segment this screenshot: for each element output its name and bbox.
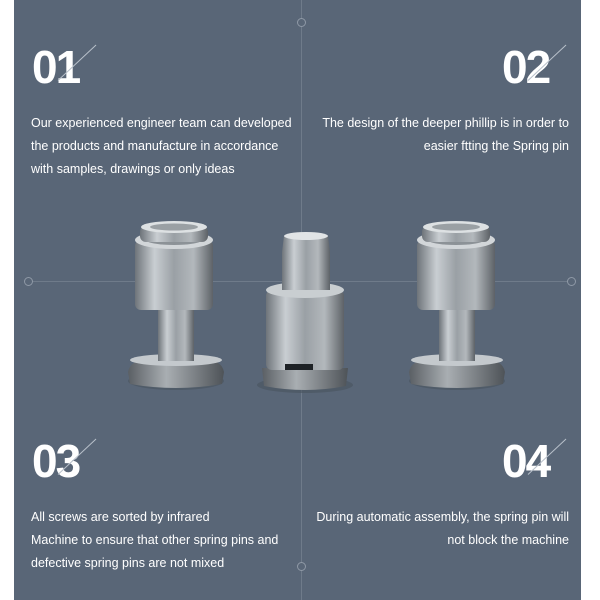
text-line: Machine to ensure that other spring pins and	[31, 533, 279, 547]
spring-pin-flat-head-icon	[409, 221, 505, 390]
text-line: easier ftting the Spring pin	[423, 139, 569, 153]
section-number: 02	[502, 41, 550, 93]
section-number: 01	[32, 41, 80, 93]
text-line: not block the machine	[447, 533, 569, 547]
text-line: Our experienced engineer team can developed	[31, 116, 292, 130]
text-line: All screws are sorted by infrared	[31, 510, 210, 524]
text-line: defective spring pins are not mixed	[31, 556, 225, 570]
text-line: The design of the deeper phillip is in order to	[322, 116, 569, 130]
text-line: During automatic assembly, the spring pin will	[316, 510, 569, 524]
spring-pin-flat-head-icon	[128, 221, 224, 390]
spring-pin-stepped-icon	[257, 232, 353, 393]
text-line: with samples, drawings or only ideas	[31, 162, 235, 176]
section-number: 03	[32, 435, 80, 487]
section-number: 04	[502, 435, 550, 487]
text-line: the products and manufacture in accordance	[31, 139, 279, 153]
